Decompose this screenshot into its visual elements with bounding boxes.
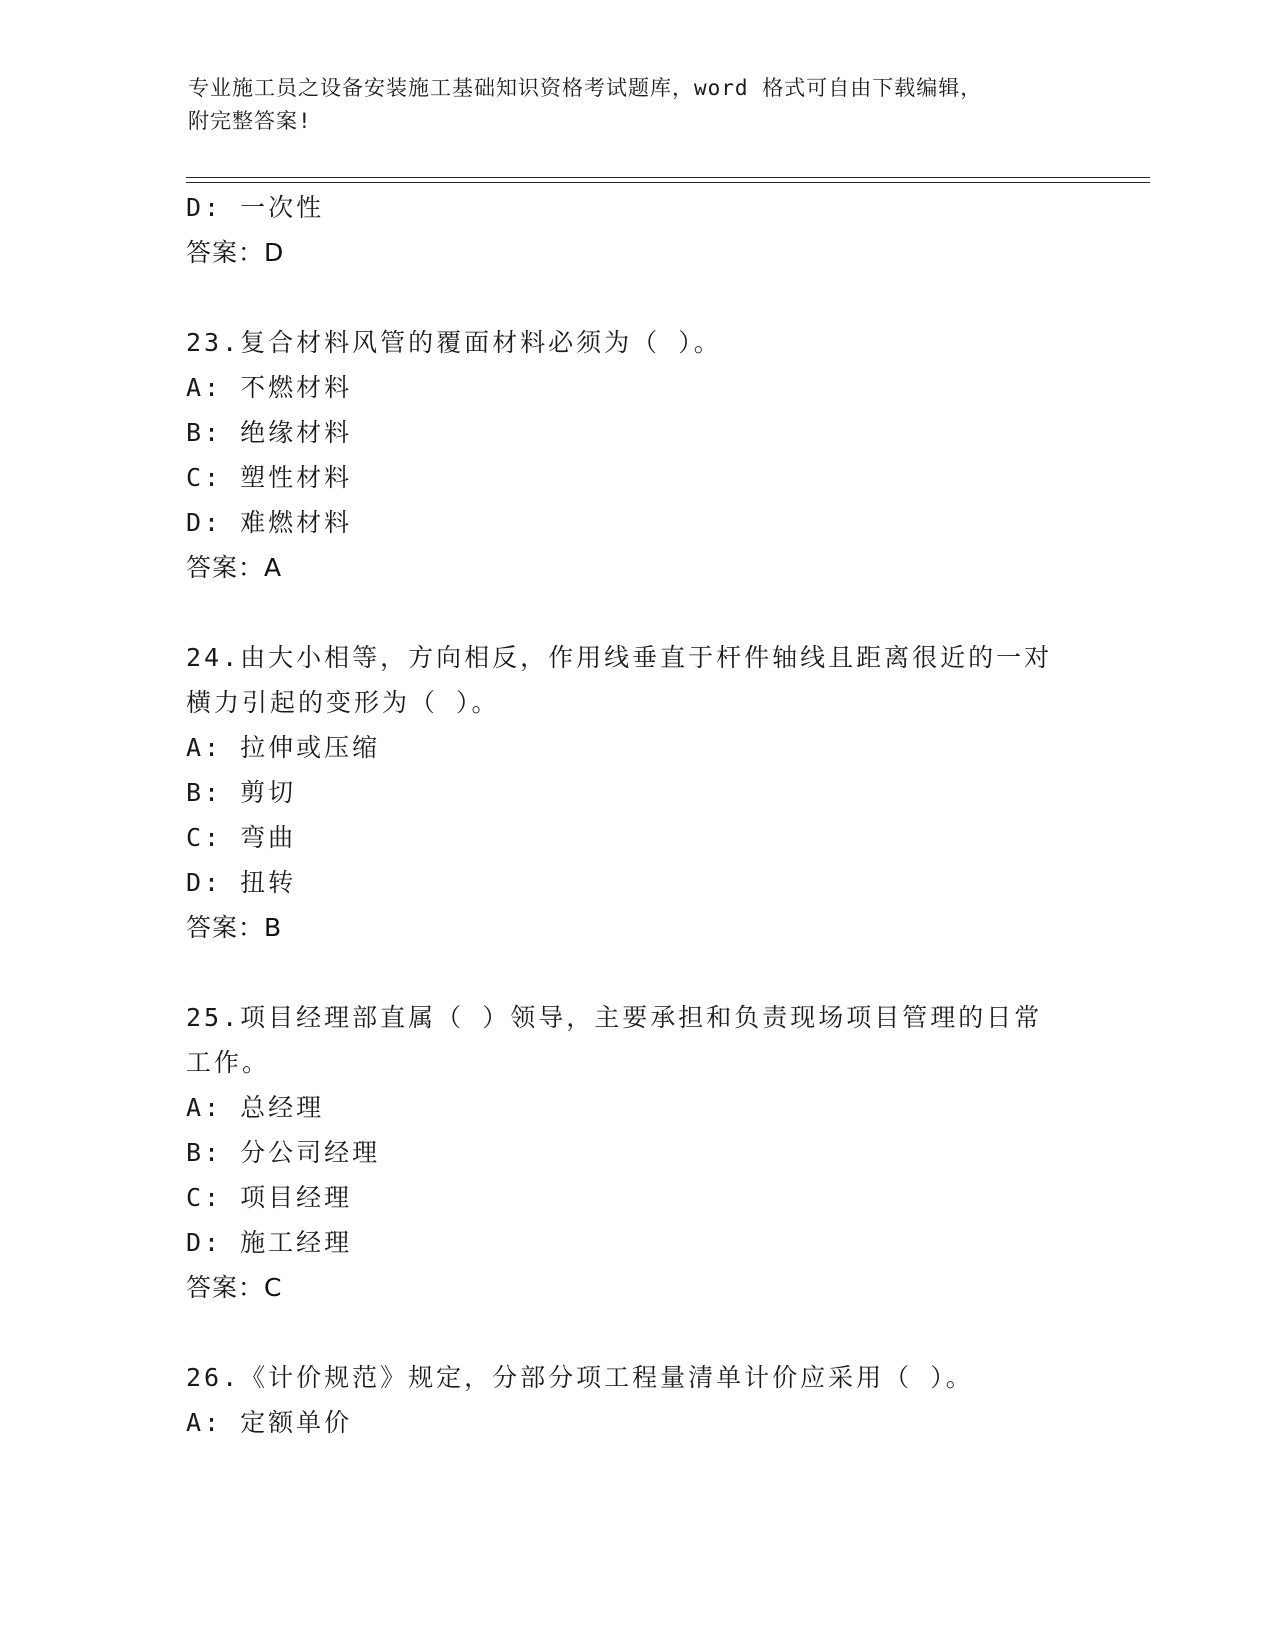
page-header — [188, 72, 1068, 138]
q26-option-a: A: 定额单价 — [186, 1408, 353, 1437]
q25-option-b: B: 分公司经理 — [186, 1138, 381, 1167]
q23-option-c: C: 塑性材料 — [186, 463, 353, 492]
q25-option-d: D: 施工经理 — [186, 1228, 353, 1257]
q25-stem-line-2: 工作。 — [186, 1048, 271, 1077]
q26-stem: 26.《计价规范》规定，分部分项工程量清单计价应采用（ ）。 — [186, 1363, 974, 1392]
q23-answer: 答案：A — [186, 553, 283, 582]
header-divider-bottom — [186, 182, 1150, 183]
q24-option-c: C: 弯曲 — [186, 823, 297, 852]
q22-answer: 答案：D — [186, 238, 285, 267]
q23-option-a: A: 不燃材料 — [186, 373, 353, 402]
q25-answer: 答案：C — [186, 1273, 283, 1302]
q23-stem: 23.复合材料风管的覆面材料必须为（ ）。 — [186, 328, 722, 357]
q24-stem-line-1: 24.由大小相等，方向相反，作用线垂直于杆件轴线且距离很近的一对 — [186, 643, 1053, 672]
q24-option-d: D: 扭转 — [186, 868, 297, 897]
q25-option-a: A: 总经理 — [186, 1093, 325, 1122]
q23-option-b: B: 绝缘材料 — [186, 418, 353, 447]
q24-answer: 答案：B — [186, 913, 283, 942]
q25-option-c: C: 项目经理 — [186, 1183, 353, 1212]
header-line-1: 专业施工员之设备安装施工基础知识资格考试题库，word 格式可自由下载编辑， — [188, 76, 983, 100]
q24-option-b: B: 剪切 — [186, 778, 297, 807]
q24-stem-line-2: 横力引起的变形为（ ）。 — [186, 688, 500, 717]
q23-option-d: D: 难燃材料 — [186, 508, 353, 537]
q22-option-d: D: 一次性 — [186, 193, 325, 222]
q25-stem-line-1: 25.项目经理部直属（ ）领导，主要承担和负责现场项目管理的日常 — [186, 1003, 1043, 1032]
q24-option-a: A: 拉伸或压缩 — [186, 733, 381, 762]
header-divider-top — [186, 177, 1150, 178]
header-line-2: 附完整答案! — [188, 109, 312, 133]
